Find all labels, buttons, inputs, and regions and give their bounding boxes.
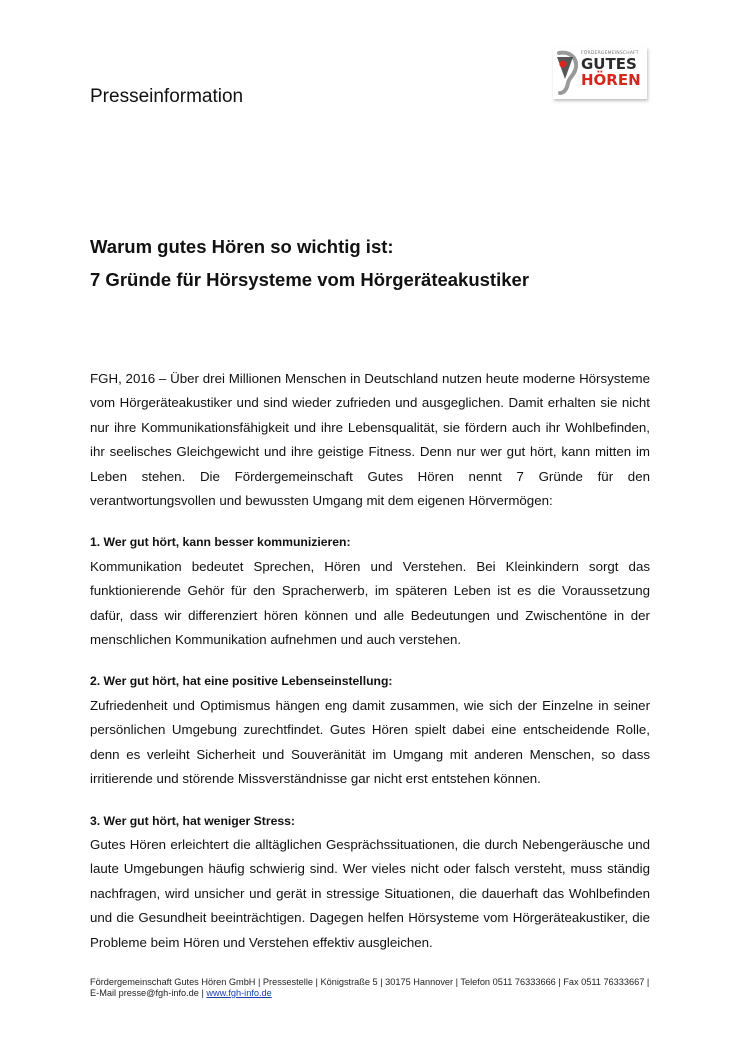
section-text: Kommunikation bedeutet Sprechen, Hören und Verstehen. Bei Kleinkindern sorgt das funktionierende Gehör für den Spracherwerb, im späteren Leben ist es die Voraussetzung dafür, dass wir differenziert hören können und alle Bedeutungen und Zwischentöne in der menschlichen Kommunikation aufnehmen und auch verstehen.	[90, 558, 650, 648]
footer	[90, 977, 655, 999]
section-3	[90, 809, 650, 955]
section-heading: 2. Wer gut hört, hat eine positive Lebenseinstellung:	[90, 674, 393, 689]
article-body	[90, 367, 650, 955]
intro-paragraph: FGH, 2016 – Über drei Millionen Menschen in Deutschland nutzen heute moderne Hörsysteme vom Hörgeräteakustiker und sind wieder zufrieden und ausgeglichen. Damit erhalten sie nicht nur ihre Kommunikationsfähigkeit und ihre Lebensqualität, sie fördern auch ihr Wohlbefinden, ihr seelisches Gleichgewicht und ihre geistige Fitness. Denn nur wer gut hört, kann mitten im Leben stehen. Die Fördergemeinschaft Gutes Hören nennt 7 Gründe für den verantwortungsvollen und bewussten Umgang mit dem eigenen Hörvermögen:	[90, 371, 650, 509]
section-heading: 1. Wer gut hört, kann besser kommunizieren:	[90, 535, 351, 550]
section-text: Zufriedenheit und Optimismus hängen eng damit zusammen, wie sich der Einzelne in seiner persönlichen Umgebung zurechtfindet. Gutes Hören spielt dabei eine entscheidende Rolle, denn es verleiht Sicherheit und Souveränität im Umgang mit anderen Menschen, so dass irritierende und störende Missverständnisse gar nicht erst entstehen können.	[90, 697, 650, 787]
section-text: Gutes Hören erleichtert die alltäglichen Gesprächssituationen, die durch Nebengeräusche und laute Umgebungen häufig schwierig sind. Wer vieles nicht oder falsch versteht, muss ständig nachfragen, wird unsicher und gerät in stressige Situationen, die dauerhaft das Wohlbefinden und die Gesundheit beeinträchtigen. Dagegen helfen Hörsysteme vom Hörgeräteakustiker, die Probleme beim Hören und Verstehen effektiv ausgleichen.	[90, 836, 650, 950]
headline-line-2: 7 Gründe für Hörsysteme vom Hörgeräteakustiker	[90, 269, 530, 290]
headline-line-1: Warum gutes Hören so wichtig ist:	[90, 236, 394, 257]
logo-top-text: FÖRDERGEMEINSCHAFT	[581, 51, 639, 56]
logo-word-hoeren: HÖREN	[581, 71, 641, 89]
ear-icon	[555, 49, 579, 95]
footer-website-link[interactable]: www.fgh-info.de	[206, 988, 272, 998]
section-heading: 3. Wer gut hört, hat weniger Stress:	[90, 813, 295, 828]
footer-contact-text: Fördergemeinschaft Gutes Hören GmbH | Pressestelle | Königstraße 5 | 30175 Hannover | Telefon 0511 76333666 | Fax 0511 76333667 | E-Mail presse@fgh-info.de |	[90, 977, 650, 998]
section-1	[90, 530, 650, 652]
section-2	[90, 669, 650, 791]
presseinformation-label: Presseinformation	[90, 86, 244, 107]
logo-word-gutes: GUTES	[581, 55, 637, 73]
headline	[90, 230, 660, 296]
fgh-logo	[553, 47, 647, 99]
